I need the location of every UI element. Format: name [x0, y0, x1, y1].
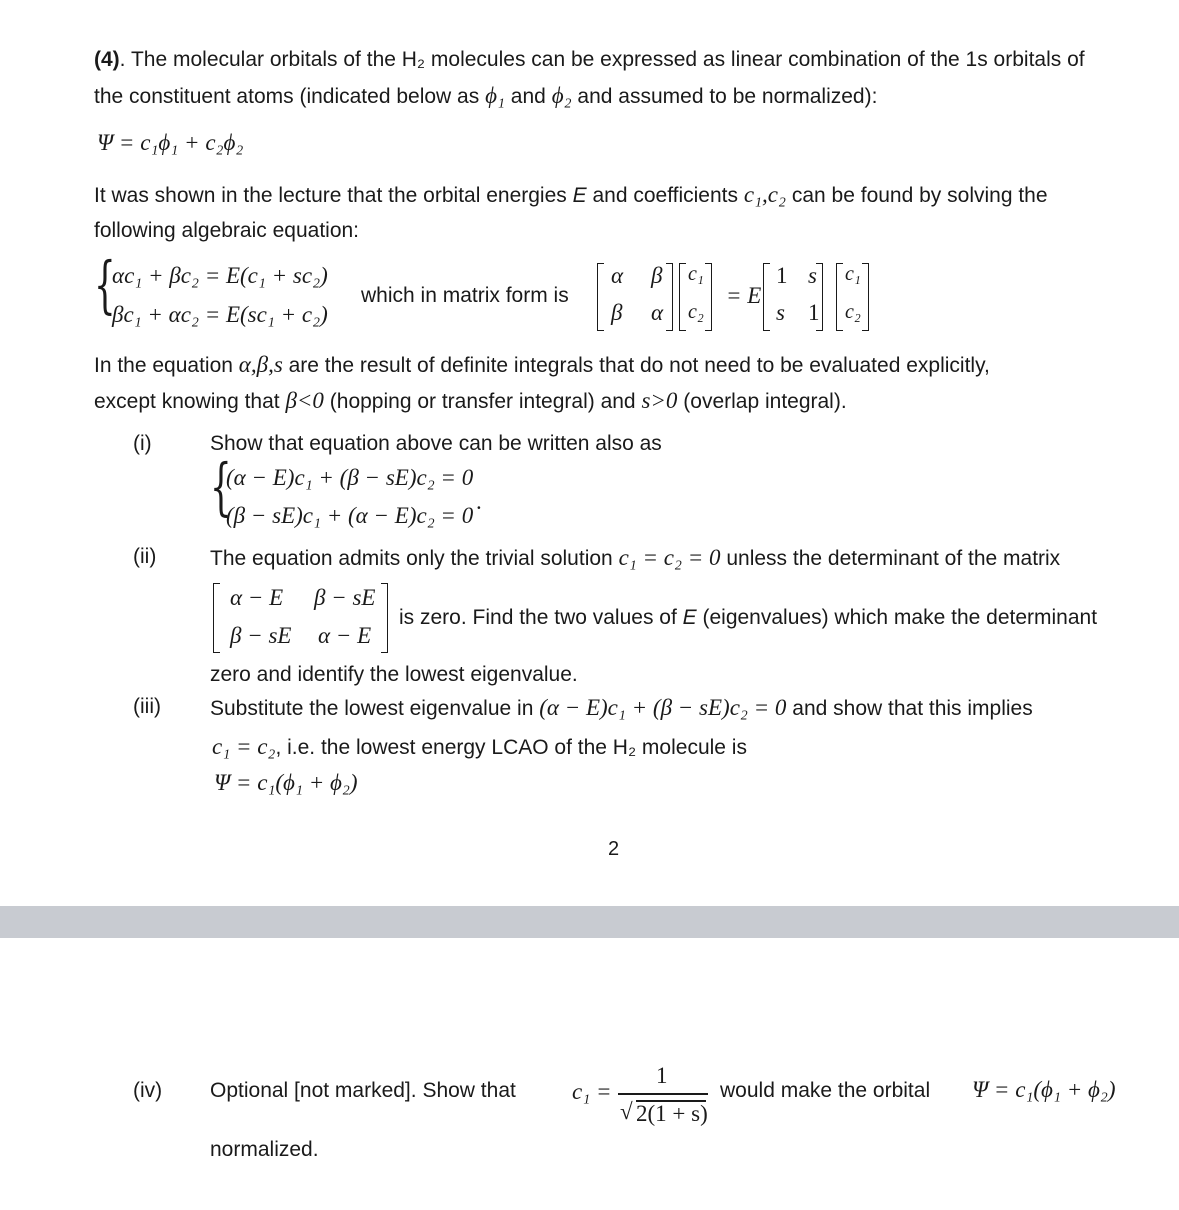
part-i-text: Show that equation above can be written also as — [210, 432, 662, 455]
vec-c-right-bracket — [705, 263, 712, 331]
part-i-eq1: (α − E)c₁ + (β − sE)c₂ = 0 — [226, 465, 474, 490]
vec-c2-1: c₁ — [845, 263, 861, 285]
part-ii-matrix-left-bracket — [213, 583, 220, 653]
part-ii-label: (ii) — [133, 545, 157, 568]
part-ii-matrix-22: α − E — [318, 623, 372, 648]
matrix-a-11: α — [611, 263, 624, 288]
left-brace: { — [94, 248, 116, 321]
part-ii-matrix-21: β − sE — [230, 623, 292, 648]
psi-equation: Ψ = c₁ϕ₁ + c₂ϕ₂ — [97, 130, 244, 155]
vec-c2-right-bracket — [862, 263, 869, 331]
matrix-s-left-bracket — [763, 263, 770, 331]
part-iii-label: (iii) — [133, 695, 161, 718]
phi1-symbol: ϕ₁ — [485, 83, 505, 108]
lecture-line2: following algebraic equation: — [94, 219, 360, 242]
vec-c-1: c₁ — [688, 263, 704, 285]
part-ii-line3: zero and identify the lowest eigenvalue. — [210, 663, 578, 686]
part-iv-frac-line — [618, 1093, 708, 1095]
vec-c2-2: c₂ — [845, 301, 861, 323]
matrix-a-22: α — [651, 300, 664, 325]
matrix-s-11: 1 — [776, 263, 788, 288]
system-equation-2: βc₁ + αc₂ = E(sc₁ + c₂) — [112, 302, 328, 327]
part-ii-line2: is zero. Find the two values of E (eigenvalues) which make the determinant — [399, 606, 1098, 629]
vec-c-left-bracket — [679, 263, 686, 331]
question-number: (4) — [94, 48, 120, 71]
page-break-band — [0, 906, 1179, 938]
matrix-s-12: s — [808, 263, 817, 288]
matrix-a-left-bracket — [597, 263, 604, 331]
system-equation-1: αc₁ + βc₂ = E(c₁ + sc₂) — [112, 263, 328, 288]
part-iv-psi: Ψ = c₁(ϕ₁ + ϕ₂) — [972, 1077, 1116, 1102]
matrix-s-right-bracket — [816, 263, 823, 331]
phi2-symbol: ϕ₂ — [551, 83, 572, 108]
part-ii-matrix-right-bracket — [381, 583, 388, 653]
question-intro-line2: the constituent atoms (indicated below as ϕ₁ and ϕ₂ and assumed to be normalized): — [94, 83, 878, 108]
matrix-a-right-bracket — [666, 263, 673, 331]
part-iv-text-c: normalized. — [210, 1138, 319, 1161]
part-iv-text-a: Optional [not marked]. Show that — [210, 1079, 516, 1102]
part-ii-matrix-12: β − sE — [314, 585, 376, 610]
question-intro-line1: (4). The molecular orbitals of the H₂ molecules can be expressed as linear combination of the 1s orbitals of — [94, 48, 1085, 71]
part-iv-c1: c₁ = — [572, 1079, 612, 1104]
matrix-s-21: s — [776, 300, 785, 325]
vec-c2-left-bracket — [836, 263, 843, 331]
matrix-form-text: which in matrix form is — [361, 284, 569, 307]
part-iv-sqrt-sign: √ — [620, 1099, 633, 1124]
vec-c-2: c₂ — [688, 301, 704, 323]
part-iv-text-b: would make the orbital — [720, 1079, 931, 1102]
matrix-a-12: β — [651, 263, 663, 288]
part-iv-frac-num: 1 — [656, 1063, 668, 1088]
part-ii-line1: The equation admits only the trivial solution c₁ = c₂ = 0 unless the determinant of the matrix — [210, 545, 1061, 570]
part-i-eq2: (β − sE)c₁ + (α − E)c₂ = 0 — [226, 503, 474, 528]
part-i-dot: . — [476, 489, 482, 514]
equals-e: = E — [726, 283, 762, 308]
part-iii-line2: c₁ = c₂, i.e. the lowest energy LCAO of the H₂ molecule is — [212, 734, 747, 759]
part-iii-line1: Substitute the lowest eigenvalue in (α − E)c₁ + (β − sE)c₂ = 0 and show that this implies — [210, 695, 1033, 720]
part-ii-matrix-11: α − E — [230, 585, 284, 610]
part-iii-psi: Ψ = c₁(ϕ₁ + ϕ₂) — [214, 770, 358, 795]
matrix-s-22: 1 — [808, 300, 820, 325]
equation-params-line2: except knowing that β<0 (hopping or transfer integral) and s>0 (overlap integral). — [94, 388, 847, 413]
lecture-line1: It was shown in the lecture that the orbital energies E and coefficients c₁,c₂ can be found by solving the — [94, 182, 1048, 207]
equation-params-line1: In the equation α,β,s are the result of definite integrals that do not need to be evaluated explicitly, — [94, 352, 990, 377]
page-number: 2 — [608, 838, 620, 860]
part-i-brace: { — [210, 450, 232, 523]
part-iv-label: (iv) — [133, 1079, 163, 1102]
matrix-a-21: β — [611, 300, 623, 325]
part-i-label: (i) — [133, 432, 152, 455]
part-iv-frac-den: 2(1 + s) — [636, 1101, 708, 1126]
